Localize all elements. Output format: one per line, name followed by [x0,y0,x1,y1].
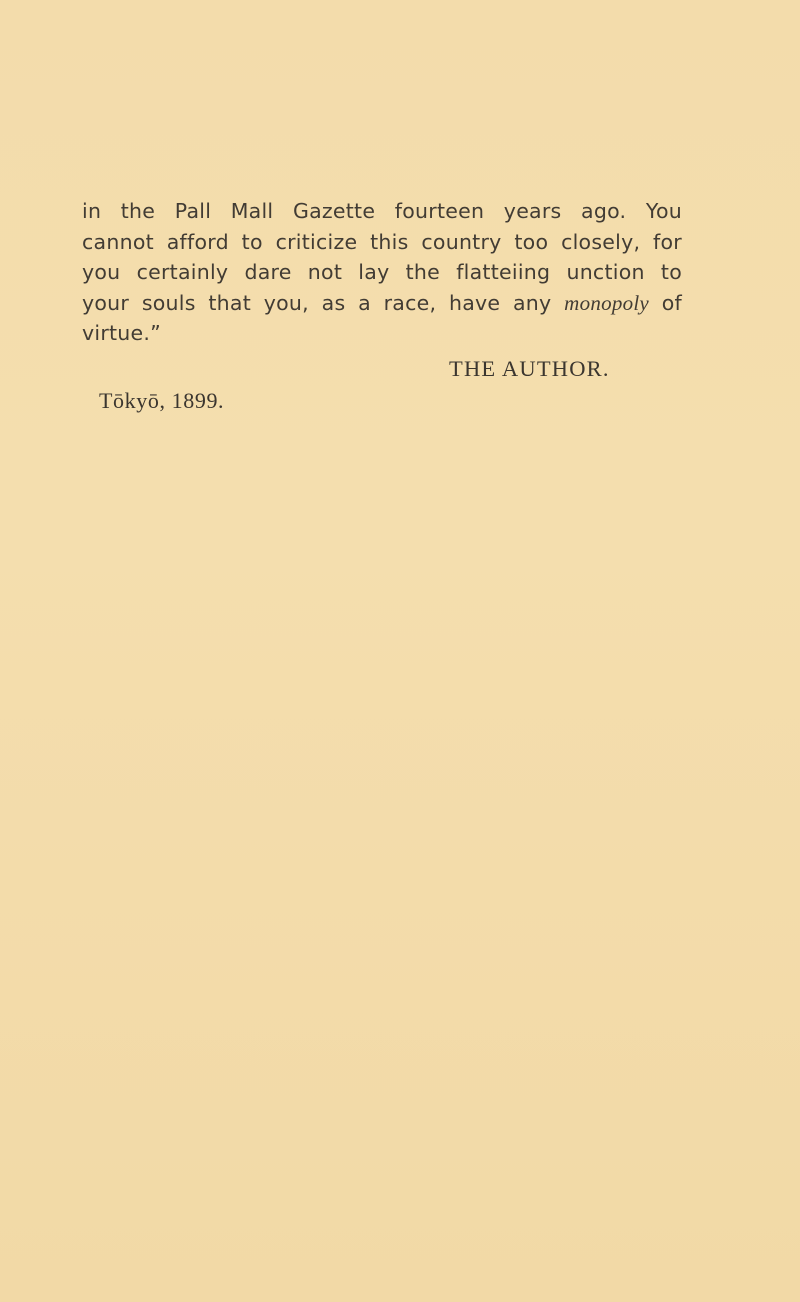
text-line-3: you certainly dare not lay the flatteiing unction to [82,260,682,284]
text-line-4 [82,288,682,319]
text-line-5: virtue.” [82,321,162,345]
text-line-4-end: of [661,290,682,315]
place-date-line: Tōkyō, 1899. [99,388,225,413]
text-line-1: in the Pall Mall Gazette fourteen years ago. You [82,199,682,223]
text-line-4-start: your souls that you, as a race, have any [82,290,552,315]
italic-word-monopoly: monopoly [564,290,649,315]
text-line-2: cannot afford to criticize this country too closely, for [82,229,682,254]
body-paragraph [82,196,682,349]
author-signature: THE AUTHOR. [449,356,610,381]
